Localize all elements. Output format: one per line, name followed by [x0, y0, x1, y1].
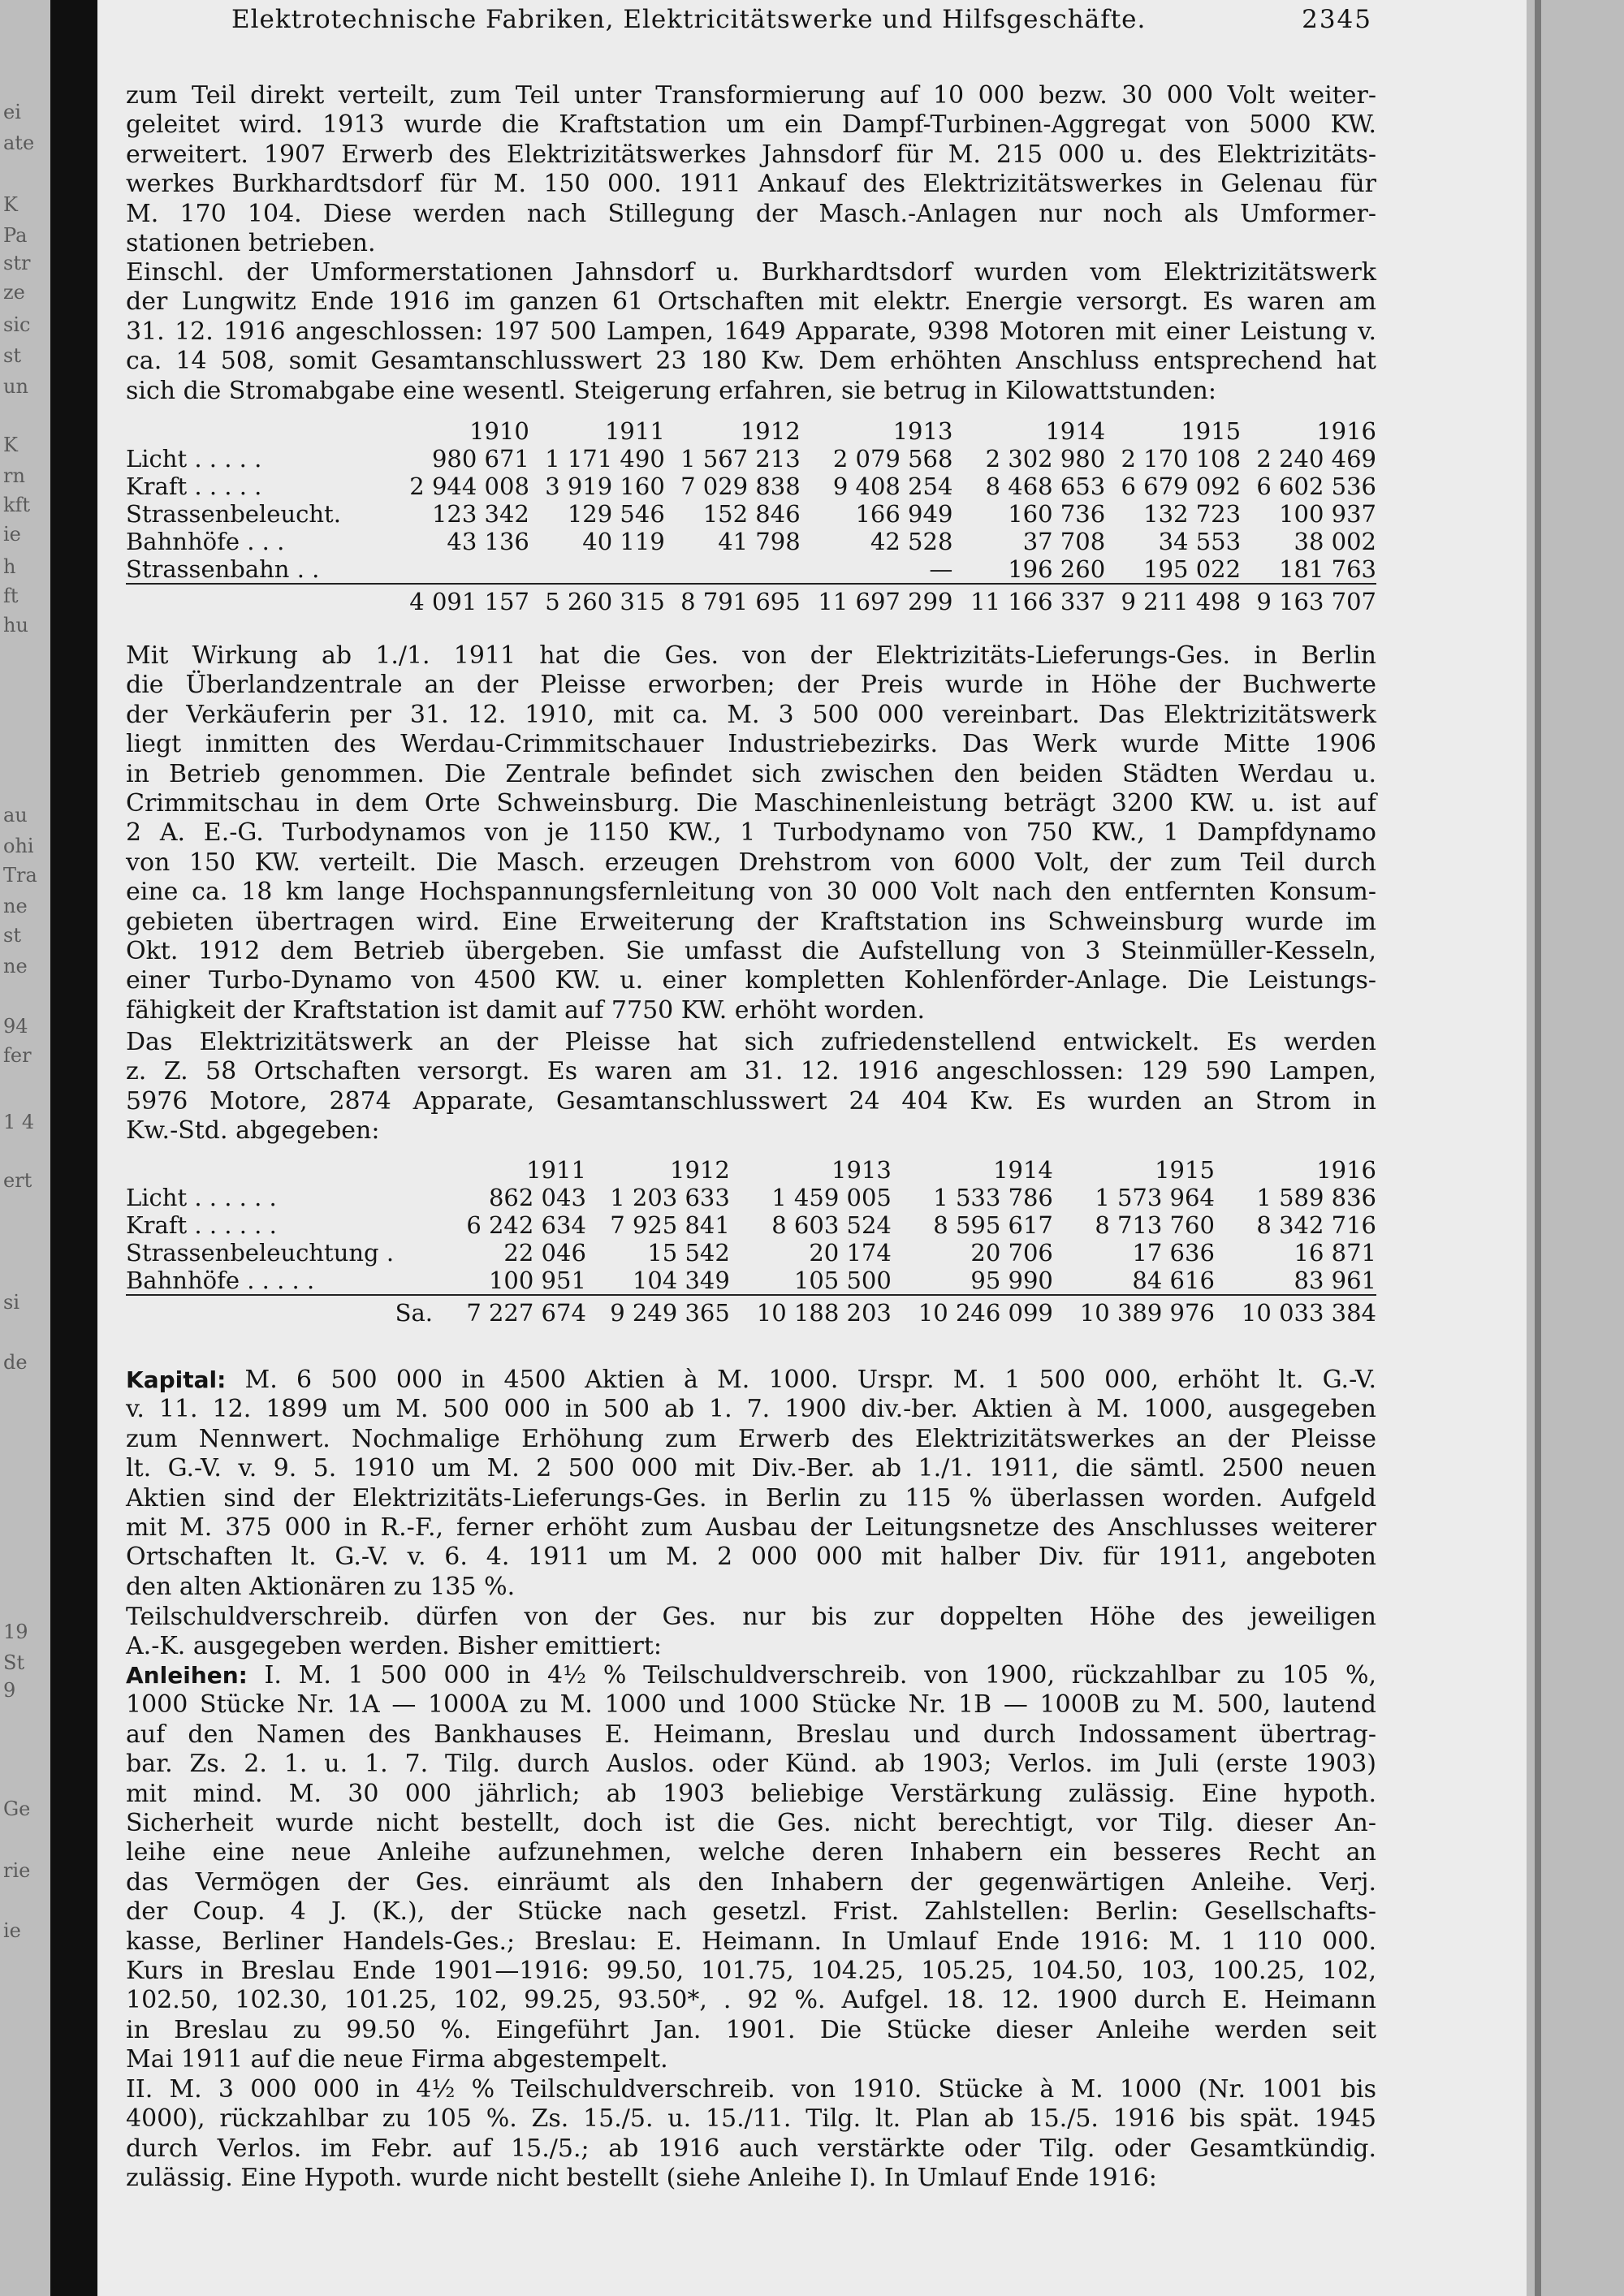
table-cell: 83 961 [1294, 1267, 1376, 1294]
adjacent-page-fragment: rn [3, 464, 25, 487]
text-line [126, 1513, 1376, 1543]
text-line: zulässig. Eine Hypoth. wurde nicht bestellt (siehe Anleihe I). In Umlauf Ende 1916: [126, 2164, 1157, 2193]
adjacent-page-fragment: si [3, 1291, 19, 1314]
table-header-row [126, 1156, 1376, 1184]
total-cell: 10 033 384 [1215, 1295, 1376, 1327]
table-cell: 181 763 [1279, 555, 1376, 583]
table-cell: 196 260 [1008, 555, 1106, 583]
text-line [126, 1957, 1376, 1986]
section-kapital [126, 1366, 1376, 1602]
text-line: Teilschuldverschreib. dürfen von der Ges. nur bis zur doppelten Höhe des jeweiligen [126, 1603, 1376, 1631]
adjacent-page-fragment: ze [3, 281, 25, 304]
table-cell: 84 616 [1132, 1267, 1215, 1294]
total-cell: 5 260 315 [529, 584, 665, 615]
text-line: der Lungwitz Ende 1916 im ganzen 61 Ortschaften mit elektr. Energie versorgt. Es waren am [126, 287, 1376, 317]
adjacent-page-strip [0, 0, 50, 2296]
adjacent-page-fragment: Tra [3, 864, 37, 887]
table-header-empty [126, 1156, 443, 1184]
adjacent-page-fragment: Ge [3, 1798, 31, 1820]
paragraph-kraftstation [126, 81, 1376, 258]
section-anleihen [126, 1661, 1376, 2075]
table-cell: 166 949 [855, 500, 953, 528]
text-line [126, 1986, 1376, 2015]
text-line: 5976 Motore, 2874 Apparate, Gesamtanschlusswert 24 404 Kw. Es wurden an Strom in [126, 1086, 1376, 1116]
table-cell: 100 951 [488, 1267, 586, 1294]
total-cell: 10 188 203 [730, 1295, 892, 1327]
table-cell: 7 925 841 [610, 1211, 730, 1239]
table-cell: 8 713 760 [1095, 1211, 1215, 1239]
year-header: 1915 [1181, 417, 1242, 445]
text-line: zum Teil direkt verteilt, zum Teil unter Transformierung auf 10 000 bezw. 30 000 Volt weiter- [126, 81, 1376, 110]
text-line [126, 1868, 1376, 1897]
adjacent-page-fragment: ne [3, 955, 28, 978]
table-cell: 129 546 [567, 500, 665, 528]
table-cell: 195 022 [1143, 555, 1242, 583]
text-line [126, 1366, 1376, 1395]
text-line: werkes Burkhardtsdorf für M. 150 000. 1911 Ankauf des Elektrizitätswerkes in Gelenau für [126, 170, 1376, 199]
text-segment: Aktien sind der Elektrizitäts-Lieferungs-Ges. in Berlin zu 115 % überlassen worden. Aufgeld [126, 1483, 1376, 1513]
adjacent-page-fragment: st [3, 924, 21, 947]
adjacent-page-fragment: un [3, 375, 28, 398]
text-line [126, 1395, 1376, 1424]
text-segment: 1000 Stücke Nr. 1A — 1000A zu M. 1000 und 1000 Stücke Nr. 1B — 1000B zu M. 500, lautend [126, 1690, 1376, 1720]
adjacent-page-fragment: ohi [3, 835, 34, 857]
table-cell: 104 349 [632, 1267, 730, 1294]
paragraph-pleisse-entwicklung [126, 1028, 1376, 1146]
book-gutter-shadow [50, 0, 97, 2296]
table-cell: 8 595 617 [933, 1211, 1053, 1239]
table-row [126, 473, 1376, 500]
adjacent-page-fragment: ie [3, 523, 21, 546]
text-segment: bar. Zs. 2. 1. u. 1. 7. Tilg. durch Auslos. oder Künd. ab 1903; Verlos. im Juli (erste 1903) [126, 1750, 1376, 1779]
total-cell: 8 791 695 [665, 584, 801, 615]
text-line [126, 1838, 1376, 1867]
year-header: 1914 [1045, 417, 1106, 445]
table-cell: 123 342 [431, 500, 529, 528]
total-cell: 9 249 365 [586, 1295, 730, 1327]
text-line: M. 170 104. Diese werden nach Stillegung der Masch.-Anlagen nur noch als Umformer- [126, 199, 1376, 228]
year-header: 1911 [604, 417, 665, 445]
adjacent-page-fragment: ei [3, 101, 21, 123]
total-cell: 9 211 498 [1105, 584, 1241, 615]
table-cell: 20 174 [809, 1239, 892, 1267]
text-line: Kw.-Std. abgegeben: [126, 1116, 380, 1146]
adjacent-page-fragment: 94 [3, 1015, 28, 1038]
adjacent-page-fragment: ft [3, 585, 19, 607]
table-cell: 2 170 108 [1121, 445, 1242, 473]
adjacent-page-fragment: K [3, 193, 18, 216]
total-cell: 11 166 337 [952, 584, 1105, 615]
total-cell: 10 246 099 [892, 1295, 1053, 1327]
table-row [126, 500, 1376, 528]
text-line: stationen betrieben. [126, 229, 376, 258]
text-segment: der Coup. 4 J. (K.), der Stücke nach gesetzl. Frist. Zahlstellen: Berlin: Gesellschafts- [126, 1897, 1376, 1927]
table-cell: 95 990 [970, 1267, 1053, 1294]
row-label: Kraft . . . . . . [126, 1211, 277, 1239]
adjacent-page-fragment: fer [3, 1044, 32, 1067]
text-line: Das Elektrizitätswerk an der Pleisse hat sich zufriedenstellend entwickelt. Es werden [126, 1028, 1376, 1056]
text-line: Einschl. der Umformerstationen Jahnsdorf u. Burkhardtsdorf wurden vom Elektrizitätswerk [126, 258, 1376, 287]
adjacent-page-fragment: kft [3, 494, 31, 516]
paragraph-teilschuldverschreib [126, 1603, 1376, 1662]
text-line [126, 2045, 1376, 2074]
table-total-row [126, 584, 1376, 615]
table-cell: 2 302 980 [985, 445, 1106, 473]
table-cell: 8 603 524 [771, 1211, 892, 1239]
text-line [126, 1425, 1376, 1454]
table-cell: 132 723 [1143, 500, 1242, 528]
table-cell: 105 500 [793, 1267, 892, 1294]
table-cell: 1 203 633 [610, 1184, 730, 1211]
text-line [126, 1720, 1376, 1750]
year-header: 1916 [1316, 417, 1376, 445]
text-segment: Kurs in Breslau Ende 1901—1916: 99.50, 101.75, 104.25, 105.25, 104.50, 103, 100.25, 102, [126, 1957, 1376, 1986]
adjacent-page-fragment: ie [3, 1919, 21, 1942]
adjacent-page-fragment: hu [3, 614, 28, 637]
table-cell: 6 242 634 [466, 1211, 586, 1239]
total-cell: 10 389 976 [1053, 1295, 1215, 1327]
table-row [126, 445, 1376, 473]
text-line: Crimmitschau in dem Orte Schweinsburg. Die Maschinenleistung beträgt 3200 KW. u. ist auf [126, 789, 1376, 818]
text-line: der Verkäuferin per 31. 12. 1910, mit ca. M. 3 500 000 vereinbart. Das Elektrizitätswerk [126, 700, 1376, 729]
text-line [126, 1780, 1376, 1809]
adjacent-page-fragment: de [3, 1351, 28, 1374]
text-line [126, 1897, 1376, 1927]
text-line: 2 A. E.-G. Turbodynamos von je 1150 KW., 1 Turbodynamo von 750 KW., 1 Dampfdynamo [126, 818, 1376, 848]
year-header: 1910 [469, 417, 529, 445]
adjacent-page-fragment: sic [3, 313, 31, 336]
table-cell: 9 408 254 [832, 473, 953, 500]
total-label: Sa. [126, 1295, 443, 1327]
text-line: durch Verlos. im Febr. auf 15./5.; ab 1916 auch verstärkte oder Tilg. oder Gesamtkündig. [126, 2134, 1376, 2163]
text-segment: Mai 1911 auf die neue Firma abgestempelt. [126, 2045, 668, 2074]
text-line: geleitet wird. 1913 wurde die Kraftstation um ein Dampf-Turbinen-Aggregat von 5000 KW. [126, 110, 1376, 140]
table-cell: 1 533 786 [933, 1184, 1053, 1211]
year-header: 1913 [892, 417, 953, 445]
text-line: fähigkeit der Kraftstation ist damit auf 7750 KW. erhöht worden. [126, 995, 926, 1025]
text-segment: M. 6 500 000 in 4500 Aktien à M. 1000. Urspr. M. 1 500 000, erhöht lt. G.-V. [226, 1366, 1376, 1394]
table-row [126, 1239, 1376, 1267]
adjacent-page-fragment: ert [3, 1169, 32, 1192]
table-cell: 2 944 008 [409, 473, 529, 500]
table-cell: 152 846 [702, 500, 801, 528]
adjacent-page-fragment: ne [3, 895, 28, 917]
text-line: die Überlandzentrale an der Pleisse erworben; der Preis wurde in Höhe der Buchwerte [126, 671, 1376, 700]
text-segment: v. 11. 12. 1899 um M. 500 000 in 500 ab 1. 7. 1900 div.-ber. Aktien à M. 1000, ausgegeben [126, 1395, 1376, 1424]
table-cell: 17 636 [1132, 1239, 1215, 1267]
text-line: liegt inmitten des Werdau-Crimmitschauer Industriebezirks. Das Werk wurde Mitte 1906 [126, 730, 1376, 759]
table-cell: 2 240 469 [1256, 445, 1376, 473]
year-header: 1912 [740, 417, 801, 445]
table-cell: 34 553 [1158, 528, 1242, 555]
text-line [126, 1573, 1376, 1602]
table-cell: 1 589 836 [1256, 1184, 1376, 1211]
table-cell: 100 937 [1279, 500, 1376, 528]
table-cell: 6 602 536 [1256, 473, 1376, 500]
year-header: 1915 [1155, 1156, 1215, 1184]
text-line: A.-K. ausgegeben werden. Bisher emittiert: [126, 1632, 663, 1661]
text-segment: mit mind. M. 30 000 jährlich; ab 1903 beliebige Verstärkung zulässig. Eine hypoth. [126, 1779, 1376, 1808]
text-line [126, 1927, 1376, 1957]
table-cell: 8 468 653 [985, 473, 1106, 500]
text-segment: das Vermögen der Ges. einräumt als den Inhabern der gegenwärtigen Anleihe. Verj. [126, 1867, 1376, 1897]
text-segment: zum Nennwert. Nochmalige Erhöhung zum Erwerb des Elektrizitätswerkes an der Pleisse [126, 1424, 1376, 1453]
text-line: Okt. 1912 dem Betrieb übergeben. Sie umfasst die Aufstellung von 3 Steinmüller-Kesseln, [126, 937, 1376, 966]
kapital-keyword: Kapital: [126, 1366, 227, 1393]
row-label: Licht . . . . . . [126, 1184, 277, 1211]
table-cell: 1 459 005 [771, 1184, 892, 1211]
text-line: einer Turbo-Dynamo von 4500 KW. u. einer kompletten Kohlenförder-Anlage. Die Leistungs- [126, 966, 1376, 995]
row-label: Kraft . . . . . [126, 473, 262, 500]
text-segment: 102.50, 102.30, 101.25, 102, 99.25, 93.50*, . 92 %. Aufgel. 18. 12. 1900 durch E. Heimann [126, 1986, 1376, 2015]
table-cell: 7 029 838 [680, 473, 801, 500]
text-line: Mit Wirkung ab 1./1. 1911 hat die Ges. von der Elektrizitäts-Lieferungs-Ges. in Berlin [126, 641, 1376, 670]
total-cell: 11 697 299 [801, 584, 953, 615]
table-cell: 980 671 [431, 445, 529, 473]
adjacent-page-fragment: 9 [3, 1679, 16, 1702]
text-segment: mit M. 375 000 in R.-F., ferner erhöht zum Ausbau der Leitungsnetze des Anschlusses weiterer [126, 1513, 1376, 1543]
table-cell: 38 002 [1294, 528, 1376, 555]
table-cell: 1 567 213 [680, 445, 801, 473]
text-segment: leihe eine neue Anleihe aufzunehmen, welche deren Inhabern ein besseres Recht an [126, 1838, 1376, 1867]
text-line: erweitert. 1907 Erwerb des Elektrizitätswerkes Jahnsdorf für M. 215 000 u. des Elektrizitäts- [126, 140, 1376, 169]
adjacent-page-fragment: K [3, 434, 18, 456]
adjacent-page-fragment: Pa [3, 224, 28, 247]
text-line: von 150 KW. verteilt. Die Masch. erzeugen Drehstrom von 6000 Volt, der zum Teil durch [126, 848, 1376, 877]
table-cell: 41 798 [718, 528, 801, 555]
text-segment: auf den Namen des Bankhauses E. Heimann, Breslau und durch Indossament übertrag- [126, 1720, 1376, 1749]
text-line [126, 1454, 1376, 1483]
adjacent-page-fragment: rie [3, 1859, 31, 1882]
text-line [126, 1750, 1376, 1779]
table-cell: 42 528 [870, 528, 953, 555]
text-line [126, 1809, 1376, 1838]
text-line [126, 1484, 1376, 1513]
text-line: z. Z. 58 Ortschaften versorgt. Es waren am 31. 12. 1916 angeschlossen: 129 590 Lampen, [126, 1057, 1376, 1086]
adjacent-page-fragment: au [3, 804, 28, 826]
table-row [126, 1267, 1376, 1295]
table-cell: 40 119 [582, 528, 665, 555]
adjacent-page-fragment: 19 [3, 1621, 28, 1643]
stromabgabe-table-lungwitz [126, 417, 1376, 615]
adjacent-page-fragment: ate [3, 132, 35, 154]
text-line: eine ca. 18 km lange Hochspannungsfernleitung von 30 000 Volt nach den entfernten Konsum- [126, 878, 1376, 907]
total-cell: 9 163 707 [1241, 584, 1376, 615]
table-cell [529, 555, 665, 584]
year-header: 1912 [670, 1156, 730, 1184]
table-cell: 37 708 [1022, 528, 1106, 555]
table-cell: 22 046 [503, 1239, 586, 1267]
text-segment: I. M. 1 500 000 in 4½ % Teilschuldverschreib. von 1900, rückzahlbar zu 105 %, [247, 1661, 1376, 1690]
paragraph-anleihe-ii [126, 2075, 1376, 2194]
table-row [126, 1184, 1376, 1211]
table-cell: 1 573 964 [1095, 1184, 1215, 1211]
anleihen-keyword: Anleihen: [126, 1662, 248, 1689]
text-line: II. M. 3 000 000 in 4½ % Teilschuldverschreib. von 1910. Stücke à M. 1000 (Nr. 1001 bis [126, 2075, 1376, 2104]
table-cell [394, 555, 529, 584]
row-label: Strassenbeleucht. [126, 500, 341, 528]
text-line: in Betrieb genommen. Die Zentrale befindet sich zwischen den beiden Städten Werdau u. [126, 759, 1376, 788]
adjacent-page-fragment: h [3, 555, 16, 578]
table-cell: 15 542 [647, 1239, 730, 1267]
table-header-empty [126, 417, 394, 445]
page-number: 2345 [1302, 5, 1372, 34]
year-header: 1913 [831, 1156, 892, 1184]
row-label: Strassenbeleuchtung . [126, 1239, 395, 1267]
text-segment: in Breslau zu 99.50 %. Eingeführt Jan. 1901. Die Stücke dieser Anleihe werden seit [126, 2015, 1376, 2044]
text-line: gebieten übertragen wird. Eine Erweiterung der Kraftstation ins Schweinsburg wurde im [126, 907, 1376, 936]
table-header-row [126, 417, 1376, 445]
total-label [126, 584, 394, 615]
adjacent-page-fragment: st [3, 344, 21, 367]
year-header: 1914 [993, 1156, 1053, 1184]
running-header-title: Elektrotechnische Fabriken, Elektricitätswerke und Hilfsgeschäfte. [231, 5, 1147, 34]
text-segment: Ortschaften lt. G.-V. v. 6. 4. 1911 um M. 2 000 000 mit halber Div. für 1911, angeboten [126, 1543, 1376, 1572]
text-line: 4000), rückzahlbar zu 105 %. Zs. 15./5. u. 15./11. Tilg. lt. Plan ab 15./5. 1916 bis spät. 1945 [126, 2104, 1376, 2134]
text-line [126, 1661, 1376, 1690]
stromabgabe-table-pleisse [126, 1156, 1376, 1327]
right-edge-line [1535, 0, 1541, 2296]
year-header: 1911 [526, 1156, 586, 1184]
table-row [126, 1211, 1376, 1239]
table-cell: 2 079 568 [832, 445, 953, 473]
text-line: ca. 14 508, somit Gesamtanschlusswert 23 180 Kw. Dem erhöhten Anschluss entsprechend hat [126, 347, 1376, 376]
adjacent-page-fragment: 1 4 [3, 1111, 35, 1133]
table-row [126, 528, 1376, 555]
table-cell: 1 171 490 [545, 445, 665, 473]
row-label: Bahnhöfe . . . [126, 528, 285, 555]
text-line [126, 1543, 1376, 1572]
table-total-row [126, 1295, 1376, 1327]
table-cell: 6 679 092 [1121, 473, 1242, 500]
table-cell: 8 342 716 [1256, 1211, 1376, 1239]
table-cell: — [929, 555, 953, 583]
paragraph-pleisse-erwerb [126, 641, 1376, 1025]
year-header: 1916 [1316, 1156, 1376, 1184]
table-cell: 862 043 [488, 1184, 586, 1211]
total-cell: 4 091 157 [394, 584, 529, 615]
right-page-edge [1527, 0, 1624, 2296]
table-cell: 20 706 [970, 1239, 1053, 1267]
adjacent-page-fragment: St [3, 1651, 25, 1674]
table-cell: 16 871 [1294, 1239, 1376, 1267]
text-line [126, 2016, 1376, 2045]
text-segment: Sicherheit wurde nicht bestellt, doch ist die Ges. nicht berechtigt, vor Tilg. dieser An- [126, 1809, 1376, 1838]
text-segment: lt. G.-V. v. 9. 5. 1910 um M. 2 500 000 mit Div.-Ber. ab 1./1. 1911, die sämtl. 2500 neuen [126, 1454, 1376, 1483]
text-segment: den alten Aktionären zu 135 %. [126, 1572, 516, 1601]
text-segment: kasse, Berliner Handels-Ges.; Breslau: E. Heimann. In Umlauf Ende 1916: M. 1 110 000. [126, 1927, 1376, 1956]
text-line: 31. 12. 1916 angeschlossen: 197 500 Lampen, 1649 Apparate, 9398 Motoren mit einer Leistung v. [126, 317, 1376, 346]
table-cell: 3 919 160 [545, 473, 665, 500]
table-cell: 160 736 [1008, 500, 1106, 528]
table-row [126, 555, 1376, 584]
row-label: Licht . . . . . [126, 445, 262, 473]
row-label: Strassenbahn . . [126, 555, 320, 583]
table-cell: 43 136 [447, 528, 529, 555]
total-cell: 7 227 674 [443, 1295, 586, 1327]
text-line: sich die Stromabgabe eine wesentl. Steigerung erfahren, sie betrug in Kilowattstunden: [126, 376, 1216, 405]
row-label: Bahnhöfe . . . . . [126, 1267, 315, 1294]
paragraph-lungwitz-anschluss [126, 258, 1376, 406]
text-line [126, 1690, 1376, 1720]
table-cell [665, 555, 801, 584]
adjacent-page-fragment: str [3, 252, 31, 274]
